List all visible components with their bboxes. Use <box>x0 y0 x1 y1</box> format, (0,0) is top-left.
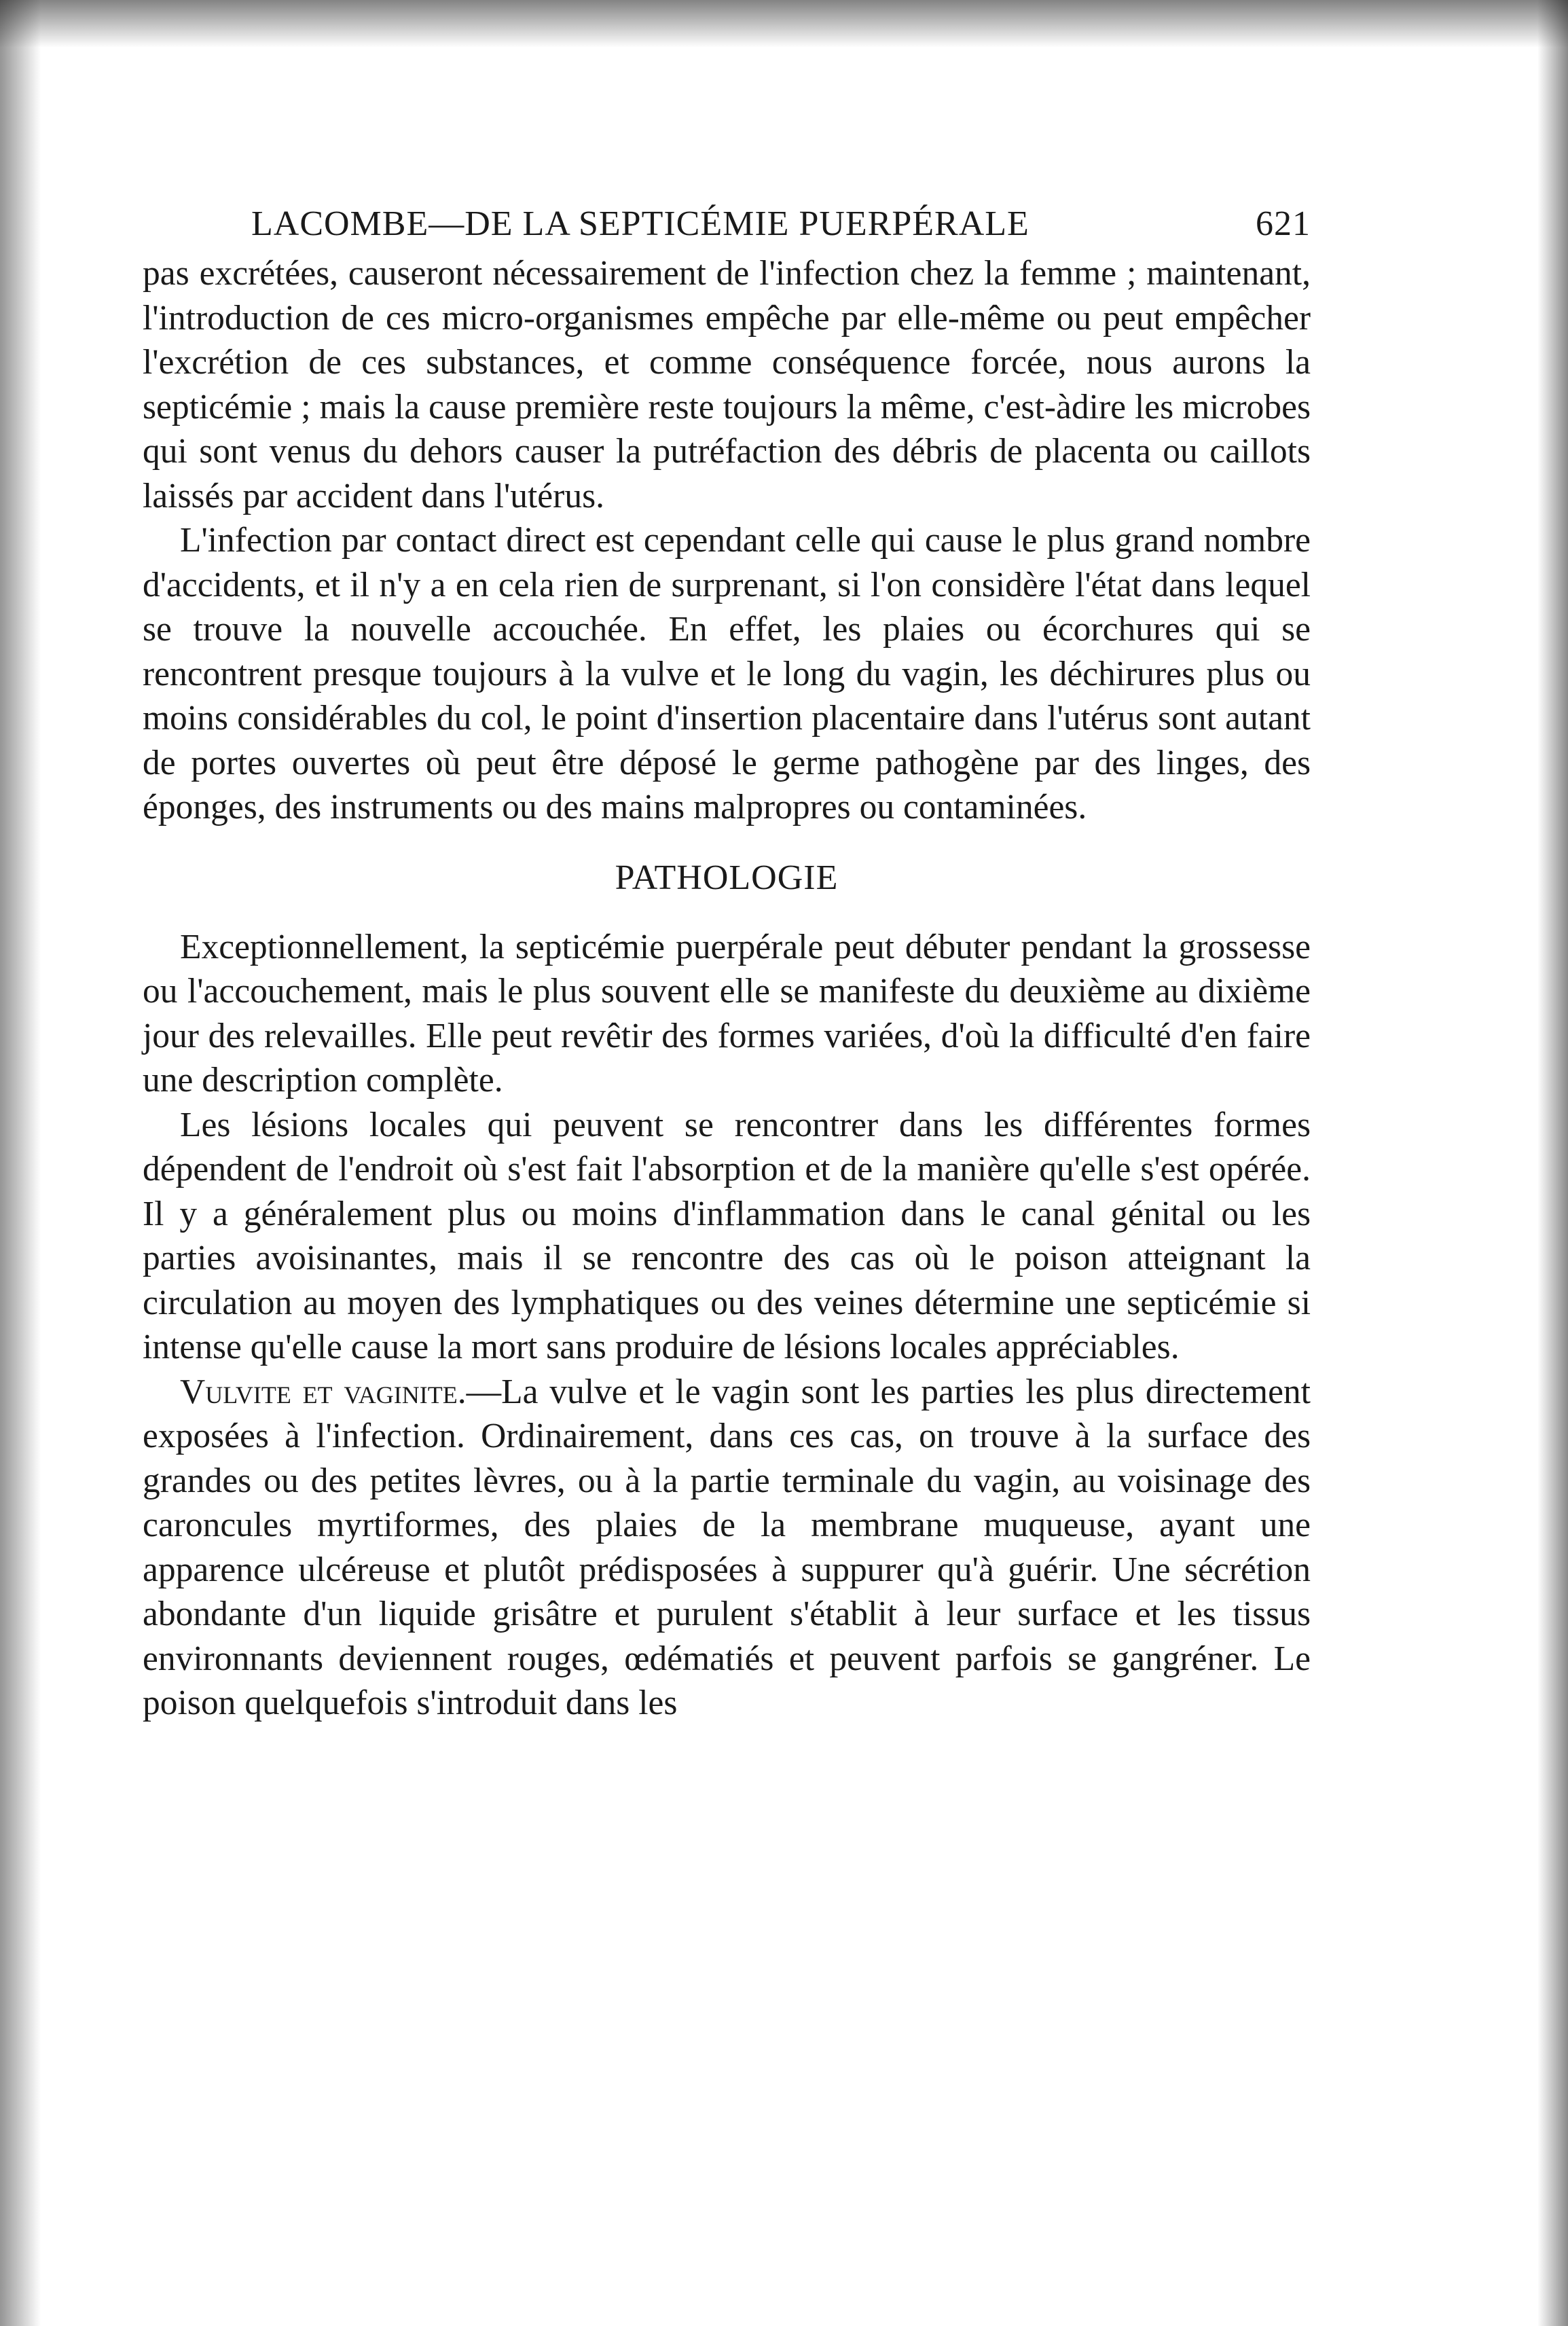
running-head <box>143 197 1311 251</box>
section-heading-pathologie: PATHOLOGIE <box>615 858 839 897</box>
paragraph-continuation: pas excrétées, causeront nécessairement de l'infection chez la femme ; maintenant, l'introduction de ces micro-organismes empêche par elle-même ou peut empêcher l'excrétion de ces substances, et comme conséquence forcée, nous aurons la septicémie ; mais la cause première reste toujours la même, c'est-àdire les microbes qui sont venus du dehors causer la putréfaction des débris de placenta ou caillots laissés par accident dans l'utérus. <box>143 254 1311 515</box>
scan-shadow-left <box>0 0 41 2326</box>
paragraph-infection-contact: L'infection par contact direct est cependant celle qui cause le plus grand nombre d'accidents, et il n'y a en cela rien de surprenant, si l'on considère l'état dans lequel se trouve la nouvelle accouchée. En effet, les plaies ou écorchures qui se rencontrent presque toujours à la vulve et le long du vagin, les déchirures plus ou moins considérables du col, le point d'insertion placentaire dans l'utérus sont autant de portes ouvertes où peut être déposé le germe pathogène par des linges, des éponges, des instruments ou des mains malpropres ou contaminées. <box>143 521 1311 826</box>
subheading-vulvite-vaginite: Vulvite et vaginite. <box>180 1372 467 1411</box>
running-title: LACOMBE—DE LA SEPTICÉMIE PUERPÉRALE <box>251 204 1029 243</box>
scan-shadow-top <box>0 0 1568 48</box>
page-number: 621 <box>1256 204 1311 243</box>
paragraph-exceptionnellement: Exceptionnellement, la septicémie puerpérale peut débuter pendant la grossesse ou l'accouchement, mais le plus souvent elle se manifeste du deuxième au dixième jour des relevailles. Elle peut revêtir des formes variées, d'où la difficulté d'en faire une description complète. <box>143 927 1311 1100</box>
paragraph-vulvite <box>143 1370 1311 1726</box>
scan-shadow-right <box>1537 0 1568 2326</box>
paragraph-lesions-locales: Les lésions locales qui peuvent se rencontrer dans les différentes formes dépendent de l'endroit où s'est fait l'absorption et de la manière qu'elle s'est opérée. Il y a généralement plus ou moins d'inflammation dans le canal génital ou les parties avoisinantes, mais il se rencontre des cas où le poison atteignant la circulation au moyen des lymphatiques ou des veines détermine une septicémie si intense qu'elle cause la mort sans produire de lésions locales appréciables. <box>143 1105 1311 1366</box>
book-page <box>143 197 1311 1726</box>
paragraph-vulvite-text: —La vulve et le vagin sont les parties les plus directement exposées à l'infection. Ordinairement, dans ces cas, on trouve à la surface des grandes ou des petites lèvres, ou à la partie terminale du vagin, au voisinage des caroncules myrtiformes, des plaies de la membrane muqueuse, ayant une apparence ulcéreuse et plutôt prédisposées à suppurer qu'à guérir. Une sécrétion abondante d'un liquide grisâtre et purulent s'établit à leur surface et les tissus environnants deviennent rouges, œdématiés et peuvent parfois se gangréner. Le poison quelquefois s'introduit dans les <box>143 1372 1311 1722</box>
